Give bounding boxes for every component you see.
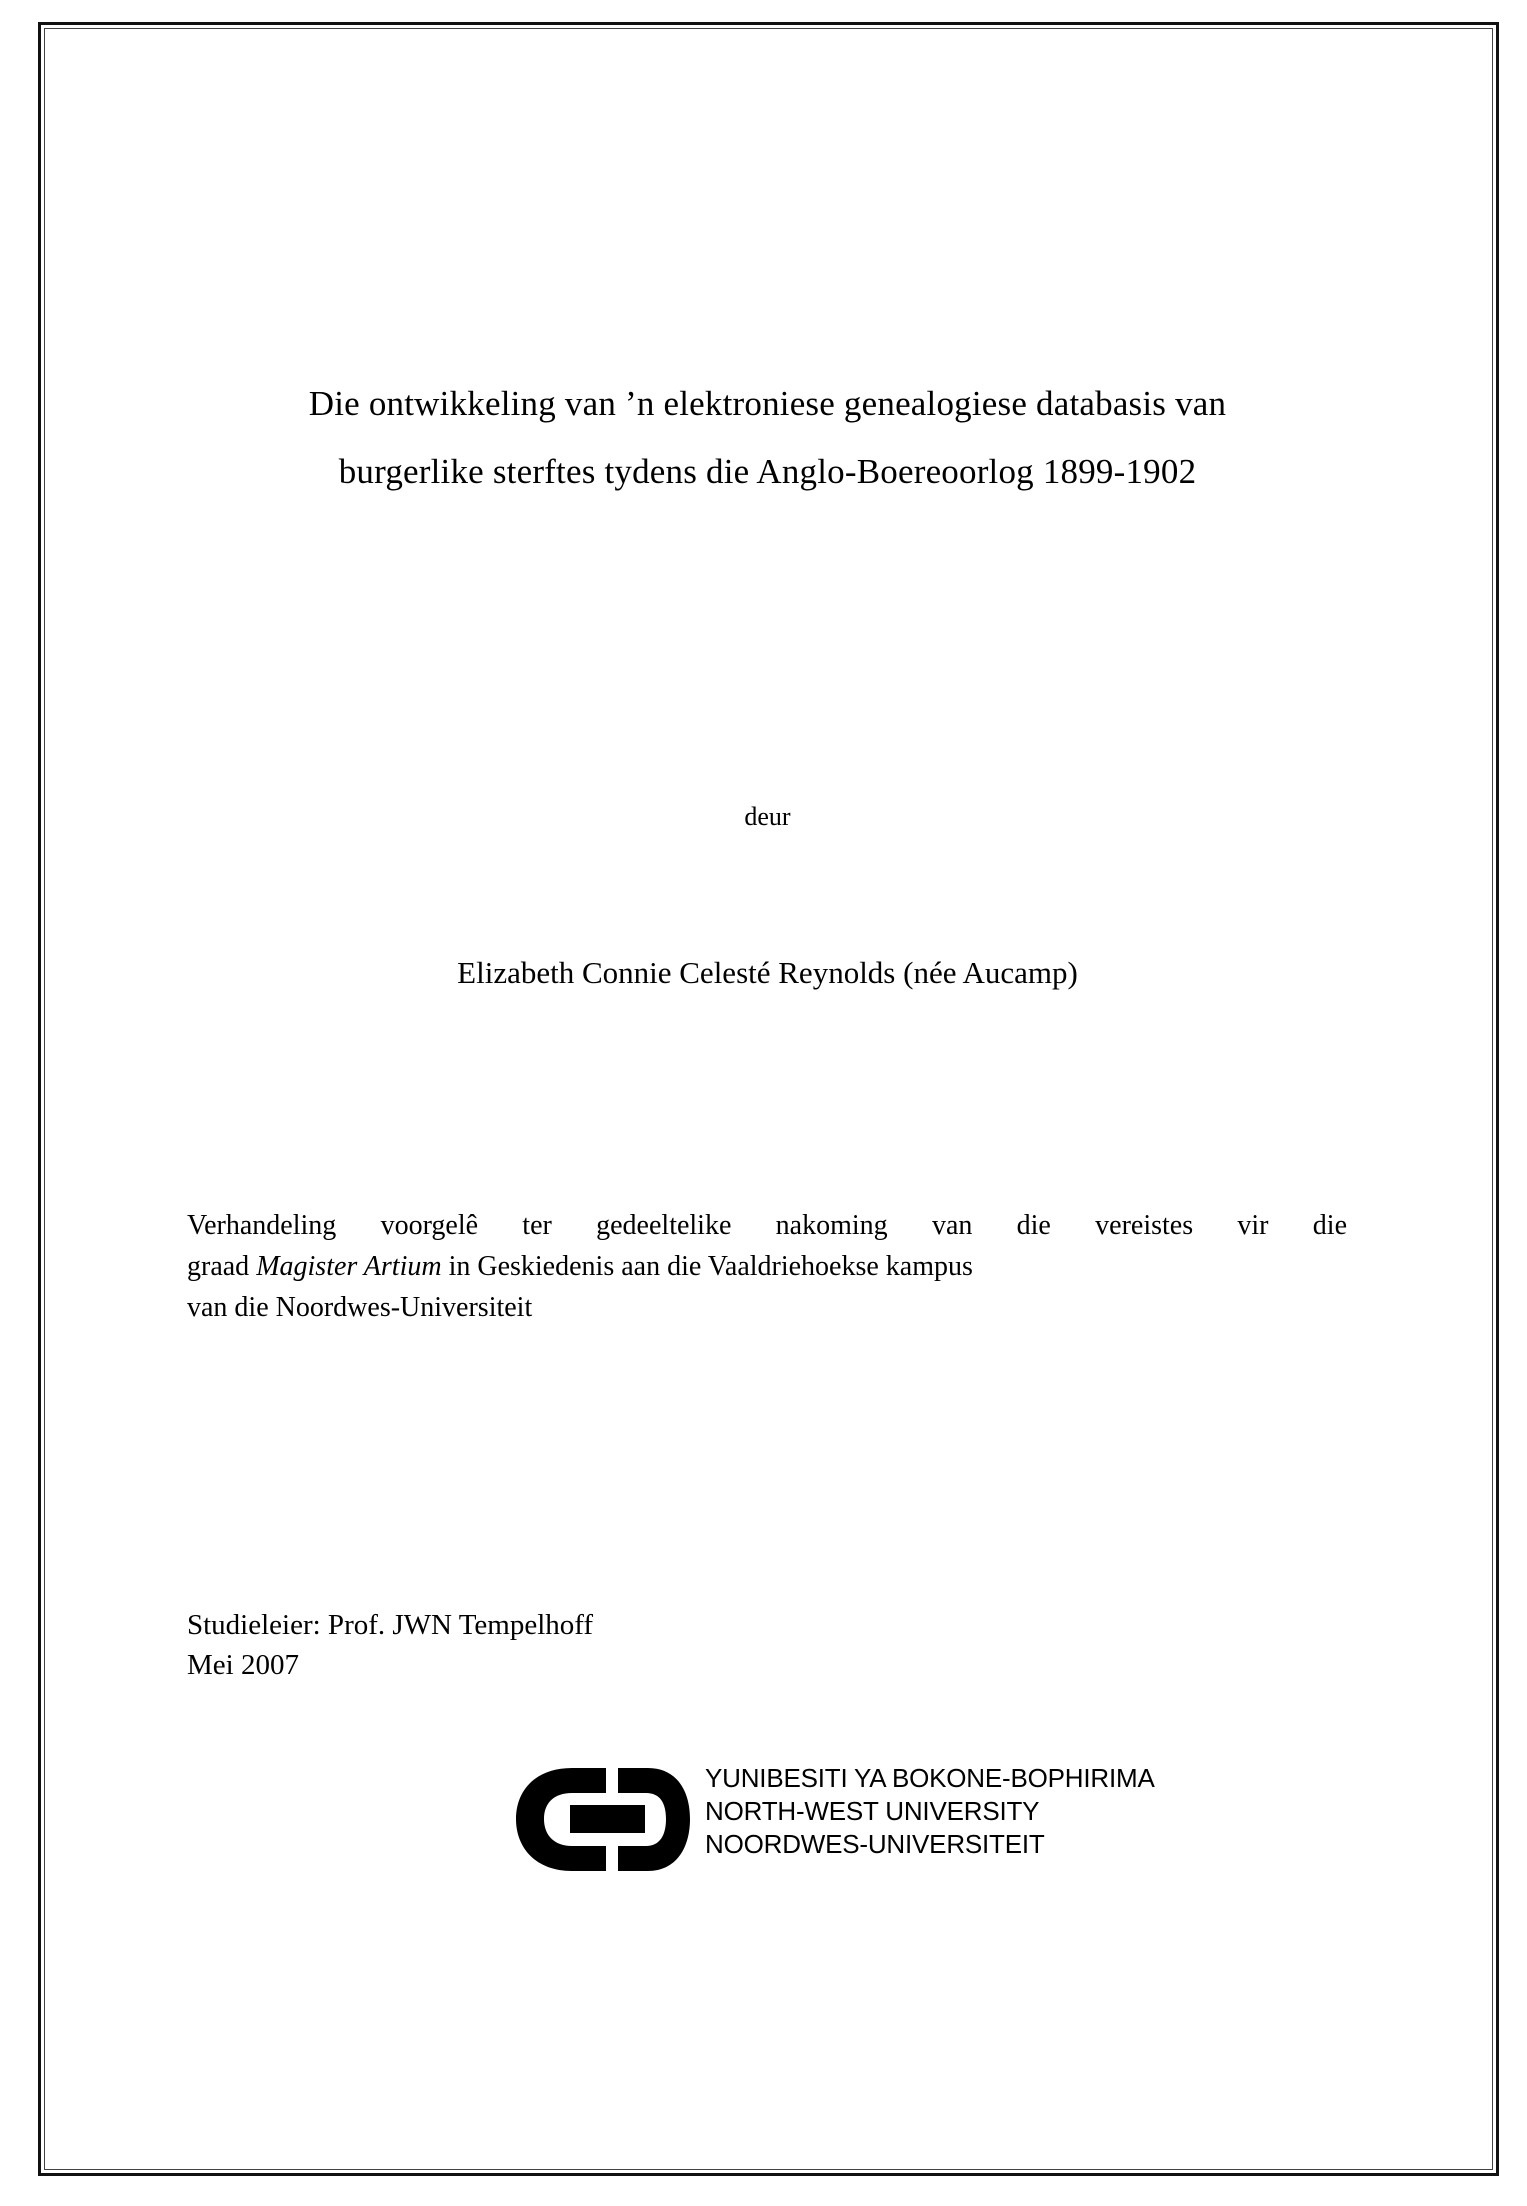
degree-statement-line-1: Verhandeling voorgelê ter gedeeltelike nakoming van die vereistes vir die xyxy=(187,1210,1347,1241)
north-west-university-logo-icon xyxy=(510,1762,695,1877)
logo-text-line-1: YUNIBESITI YA BOKONE-BOPHIRIMA xyxy=(705,1763,1155,1793)
page-content xyxy=(180,0,1355,2206)
university-logo-text xyxy=(705,1762,1155,1861)
title-line-2: burgerlike sterftes tydens die Anglo-Boereoorlog 1899-1902 xyxy=(338,452,1197,491)
degree-statement-line-2 xyxy=(187,1246,1347,1287)
degree-statement-line-2-prefix: graad xyxy=(187,1251,257,1282)
degree-name-italic: Magister Artium xyxy=(256,1251,442,1282)
supervisor-line: Studieleier: Prof. JWN Tempelhoff xyxy=(187,1609,594,1641)
title-line-1: Die ontwikkeling van ’n elektroniese genealogiese databasis van xyxy=(308,384,1227,423)
degree-statement-line-3: van die Noordwes-Universiteit xyxy=(187,1292,533,1323)
page-title xyxy=(180,370,1355,506)
date-line: Mei 2007 xyxy=(187,1649,299,1681)
by-label: deur xyxy=(744,802,791,831)
university-logo xyxy=(510,1758,1210,1888)
degree-statement-line-2-suffix: in Geskiedenis aan die Vaaldriehoekse kampus xyxy=(441,1251,973,1282)
degree-statement xyxy=(187,1205,1347,1328)
logo-text-line-3: NOORDWES-UNIVERSITEIT xyxy=(705,1829,1045,1859)
logo-text-line-2: NORTH-WEST UNIVERSITY xyxy=(705,1796,1040,1826)
supervisor-block xyxy=(187,1605,1187,1685)
author-name: Elizabeth Connie Celesté Reynolds (née Aucamp) xyxy=(457,955,1078,990)
